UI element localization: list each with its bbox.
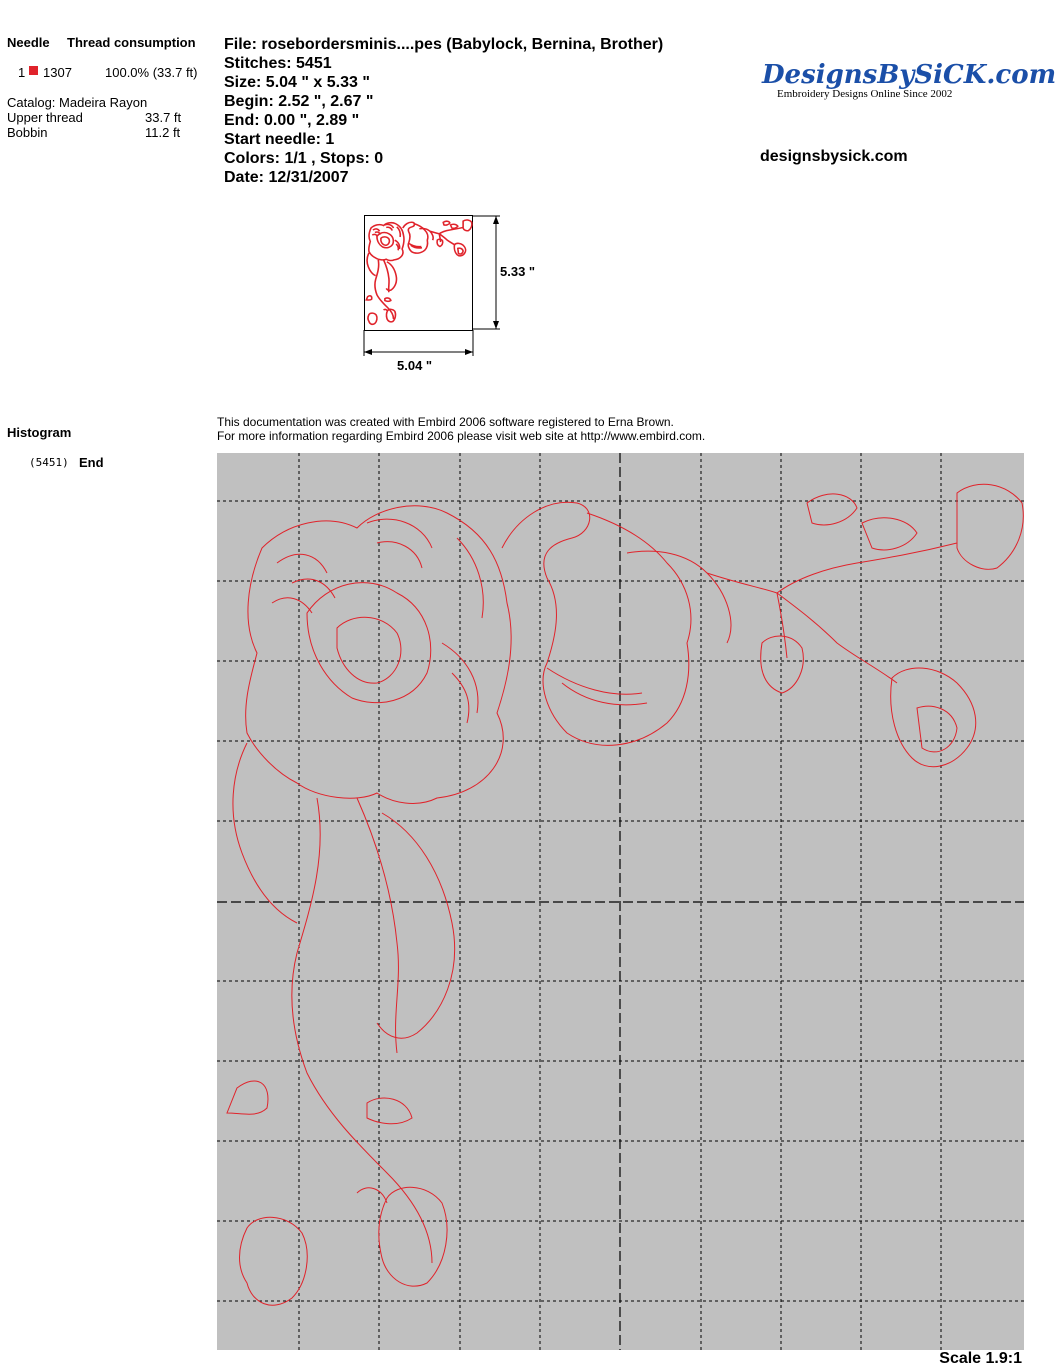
rose-outline-path [246, 506, 512, 804]
rose-outline-path [403, 222, 428, 253]
rose-outline-path [233, 743, 297, 923]
rose-outline-path [451, 224, 458, 228]
rose-outline-path [502, 502, 691, 745]
rose-outline-path [337, 617, 401, 683]
bobbin-label: Bobbin [7, 125, 48, 140]
rose-outline-path [377, 813, 455, 1038]
software-note-2: For more information regarding Embird 2006 please visit web site at http://www.embird.com. [217, 429, 706, 443]
rose-outline-path [384, 260, 389, 292]
rose-outline-path [307, 583, 431, 703]
rose-outline-path [384, 309, 388, 311]
rose-outline-path [385, 224, 400, 237]
rose-outline-path [547, 668, 647, 705]
rose-outline-path [379, 1187, 447, 1286]
preview-canvas [217, 453, 1024, 1350]
rose-outline-path [372, 229, 380, 236]
rose-outline-path [707, 543, 957, 593]
colors-stops: Colors: 1/1 , Stops: 0 [224, 150, 384, 167]
software-note-1: This documentation was created with Embird 2006 software registered to Erna Brown. [217, 415, 674, 429]
rose-outline-path [386, 262, 396, 291]
rose-outline-path [443, 221, 450, 225]
upper-thread-value: 33.7 ft [145, 110, 182, 125]
rose-outline-path [367, 253, 375, 276]
rose-outline-path [240, 1217, 308, 1305]
bobbin-value: 11.2 ft [145, 125, 181, 140]
rose-outline-path [807, 494, 857, 525]
file-info: File: rosebordersminis....pes (Babylock, Bernina, Brother) [224, 36, 664, 53]
rose-outline-path [367, 519, 483, 618]
rose-outline-path [381, 237, 389, 245]
design-thumbnail [364, 215, 473, 331]
thread-color-swatch [29, 66, 38, 75]
rose-outline-path [419, 228, 433, 240]
design-size: Size: 5.04 " x 5.33 " [224, 74, 370, 91]
width-label: 5.04 " [397, 358, 433, 373]
brand-tagline: Embroidery Designs Online Since 2002 [777, 88, 953, 100]
thumbnail-rose-drawing [365, 216, 472, 330]
begin-position: Begin: 2.52 ", 2.67 " [224, 93, 374, 110]
thread-consumption-header: Thread consumption [67, 35, 196, 50]
design-preview [217, 453, 1024, 1350]
rose-outline-path [368, 313, 377, 324]
rose-outline-path [366, 296, 371, 300]
rose-outline-path [357, 798, 398, 1053]
rose-outline-path [777, 593, 897, 683]
rose-outline-path [292, 798, 432, 1263]
rose-outline-path [395, 240, 400, 250]
height-label: 5.33 " [500, 264, 536, 279]
rose-outline-path [917, 706, 957, 752]
thread-color-code: 1307 [43, 65, 72, 80]
rose-outline-path [385, 298, 391, 301]
scale-label: Scale 1.9:1 [939, 1350, 1022, 1367]
needle-number: 1 [18, 65, 26, 80]
rose-outline-path [777, 593, 787, 658]
stitch-count: Stitches: 5451 [224, 55, 332, 72]
rose-outline-path [458, 248, 463, 254]
rose-outline-path [227, 1081, 268, 1114]
rose-outline-path [627, 551, 731, 643]
rose-outline-path [357, 1188, 387, 1203]
start-needle: Start needle: 1 [224, 131, 335, 148]
rose-outline-path [409, 243, 422, 248]
histogram-end-label: End [79, 455, 104, 470]
end-position: End: 0.00 ", 2.89 " [224, 112, 360, 129]
brand-logo: DesignsBySiCK.com [762, 60, 1056, 90]
design-date: Date: 12/31/2007 [224, 169, 349, 186]
rose-outline-path [367, 1098, 412, 1124]
rose-outline-path [862, 518, 917, 550]
catalog-line: Catalog: Madeira Rayon [7, 95, 148, 110]
upper-thread-label: Upper thread [7, 110, 83, 125]
histogram-count: (5451) [29, 456, 69, 469]
rose-outline-path [430, 227, 463, 233]
rose-outline-path [957, 484, 1023, 569]
dimension-width-arrow [360, 330, 480, 360]
website-url: designsbysick.com [760, 148, 908, 165]
thread-consumption-value: 100.0% (33.7 ft) [105, 65, 198, 80]
histogram-title: Histogram [7, 425, 72, 440]
rose-outline-path [272, 554, 335, 613]
rose-outline-path [761, 636, 804, 693]
needle-header: Needle [7, 35, 50, 50]
